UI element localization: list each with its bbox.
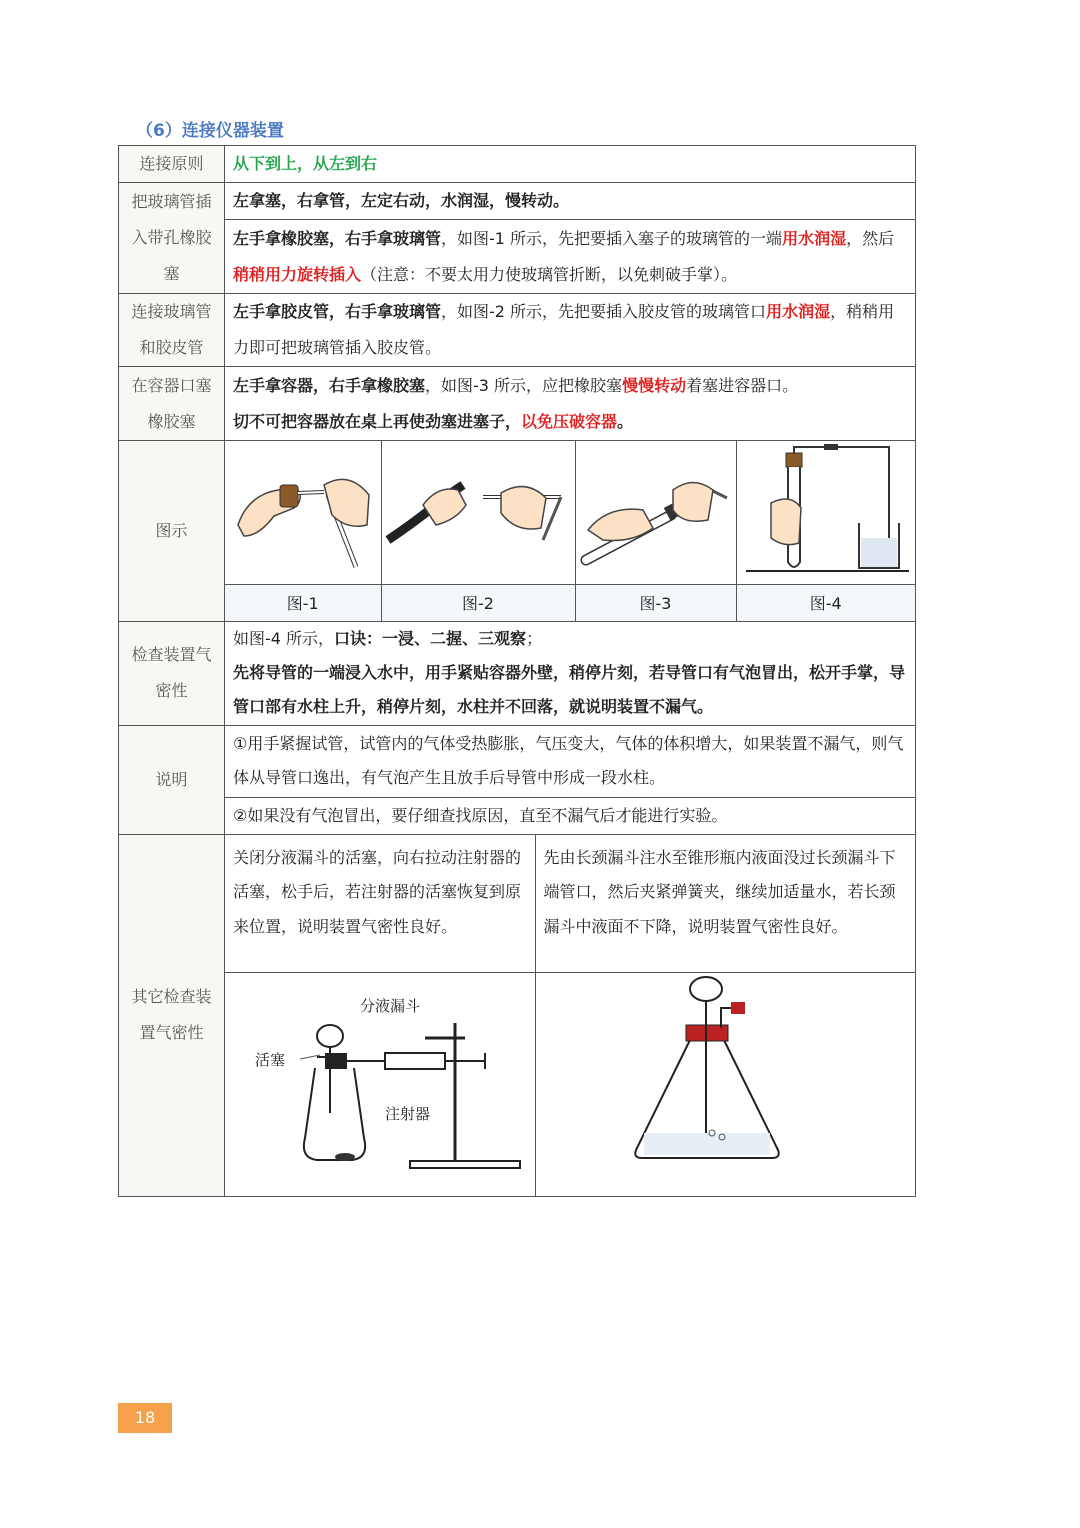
row-insert-tube-2: [119, 220, 916, 294]
figure-4-image: [736, 441, 915, 584]
row-explain-2: [119, 797, 916, 834]
row-principle: [119, 146, 916, 183]
label-connect-hose: 连接玻璃管和胶皮管: [119, 294, 225, 367]
label-insert-tube: 把玻璃管插入带孔橡胶塞: [119, 183, 225, 294]
figure-3-caption: 图-3: [575, 584, 736, 621]
insert-tube-detail: 左手拿橡胶塞，右手拿玻璃管，如图-1 所示，先把要插入塞子的玻璃管的一端用水润湿，然后稍稍用力旋转插入（注意：不要太用力使玻璃管折断，以免刺破手掌）。: [225, 220, 916, 294]
apparatus-table: [118, 145, 916, 1197]
airtight-detail: 如图-4 所示，口诀：一浸、二握、三观察； 先将导管的一端浸入水中，用手紧贴容器外壁，稍停片刻，若导管口有气泡冒出，松开手掌，导管口部有水柱上升，稍停片刻，水柱并不回落，就说明装置不漏气。: [225, 621, 916, 725]
other-cell: [225, 834, 916, 1197]
label-syringe: 注射器: [385, 1105, 431, 1123]
insert-tube-summary: 左拿塞，右拿管，左定右动，水润湿，慢转动。: [225, 183, 916, 220]
label-airtight: 检查装置气密性: [119, 621, 225, 725]
separatory-funnel-diagram: [225, 973, 535, 1197]
figure-4-caption: 图-4: [736, 584, 915, 621]
label-stopcock: 活塞: [255, 1051, 286, 1069]
plug-container-detail: 左手拿容器，右手拿橡胶塞，如图-3 所示，应把橡胶塞慢慢转动着塞进容器口。 切不可把容器放在桌上再使劲塞进塞子，以免压破容器。: [225, 367, 916, 441]
connect-hose-detail: 左手拿胶皮管，右手拿玻璃管，如图-2 所示，先把要插入胶皮管的玻璃管口用水润湿，稍稍用力即可把玻璃管插入胶皮管。: [225, 294, 916, 367]
section-title: （6）连接仪器装置: [136, 121, 284, 141]
label-illustration: 图示: [119, 441, 225, 622]
other-right-text: 先由长颈漏斗注水至锥形瓶内液面没过长颈漏斗下端管口，然后夹紧弹簧夹，继续加适量水，若长颈漏斗中液面不下降，说明装置气密性良好。: [535, 835, 915, 973]
row-other: [119, 834, 916, 1197]
label-funnel: 分液漏斗: [360, 997, 421, 1015]
label-other: 其它检查装置气密性: [119, 834, 225, 1197]
page-number: 18: [118, 1403, 172, 1433]
principle-text: 从下到上，从左到右: [225, 146, 916, 183]
explain-note-1: ①用手紧握试管，试管内的气体受热膨胀，气压变大，气体的体积增大，如果装置不漏气，则气体从导管口逸出，有气泡产生且放手后导管中形成一段水柱。: [225, 725, 916, 797]
figure-2-image: [381, 441, 575, 584]
row-illustration: [119, 441, 916, 622]
figure-3-image: [575, 441, 736, 584]
row-explain-1: [119, 725, 916, 797]
illustration-cell: [225, 441, 916, 622]
label-explain: 说明: [119, 725, 225, 834]
explain-note-2: ②如果没有气泡冒出，要仔细查找原因，直至不漏气后才能进行实验。: [225, 797, 916, 834]
label-principle: 连接原则: [119, 146, 225, 183]
label-plug-container: 在容器口塞橡胶塞: [119, 367, 225, 441]
row-airtight: [119, 621, 916, 725]
row-connect-hose: [119, 294, 916, 367]
row-plug-container: [119, 367, 916, 441]
long-neck-funnel-diagram: [535, 973, 915, 1197]
figure-1-caption: 图-1: [225, 584, 381, 621]
figure-2-caption: 图-2: [381, 584, 575, 621]
figure-1-image: [225, 441, 381, 584]
row-insert-tube-1: [119, 183, 916, 220]
other-left-text: 关闭分液漏斗的活塞，向右拉动注射器的活塞，松手后，若注射器的活塞恢复到原来位置，说明装置气密性良好。: [233, 847, 522, 936]
